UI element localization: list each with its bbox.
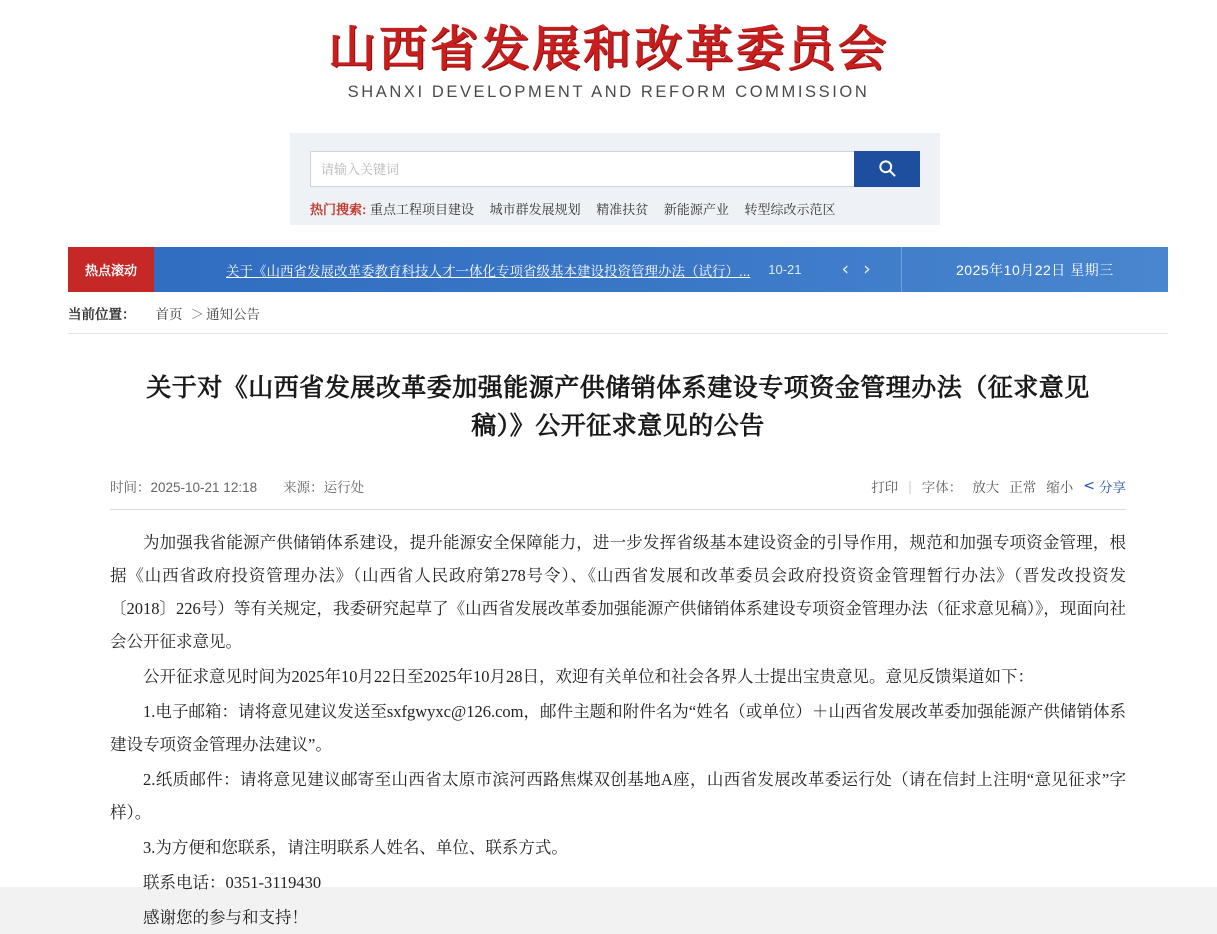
ticker-arrows <box>842 260 871 279</box>
article-meta-left <box>110 476 364 496</box>
font-size-smaller-button[interactable]: 缩小 <box>1046 480 1074 495</box>
hot-search-label: 热门搜索: <box>310 202 367 217</box>
search-button[interactable] <box>854 151 920 187</box>
article-source: 来源：运行处 <box>283 480 365 495</box>
print-button[interactable]: 打印 <box>871 480 899 495</box>
article-time: 时间：2025-10-21 12:18 <box>110 480 258 495</box>
article-closing: 感谢您的参与和支持！ <box>143 908 308 927</box>
article-paragraph-4: 2.纸质邮件：请将意见建议邮寄至山西省太原市滨河西路焦煤双创基地A座，山西省发展改革委运行处（请在信封上注明“意见征求”字样）。 <box>110 770 1126 822</box>
site-logo-english: SHANXI DEVELOPMENT AND REFORM COMMISSION <box>347 83 870 102</box>
chevron-left-icon[interactable]: ‹ <box>841 258 850 280</box>
meta-divider: | <box>908 478 912 494</box>
ticker-tag: 热点滚动 <box>68 247 154 292</box>
hot-search-item-2[interactable]: 城市群发展规划 <box>489 202 581 217</box>
breadcrumb-separator: ＞ <box>190 306 204 322</box>
breadcrumb-label: 当前位置： <box>68 306 136 322</box>
article-body <box>110 526 1126 934</box>
site-header <box>0 0 1217 122</box>
breadcrumb-home-link[interactable]: 首页 <box>155 306 183 322</box>
search-input[interactable] <box>310 151 854 187</box>
font-size-normal-button[interactable]: 正常 <box>1009 480 1037 495</box>
article-paragraph-1: 为加强我省能源产供储销体系建设，提升能源安全保障能力，进一步发挥省级基本建设资金的引导作用，规范和加强专项资金管理，根据《山西省政府投资管理办法》（山西省人民政府第278号令）、《山西省发展和改革委员会政府投资资金管理暂行办法》（晋发改投资发〔2018〕226号）等有关规定，我委研究起草了《山西省发展改革委加强能源产供储销体系建设专项资金管理办法（征求意见稿）》，现面向社会公开征求意见。 <box>110 533 1126 651</box>
search-row <box>310 151 920 187</box>
article-paragraph-5: 3.为方便和您联系，请注明联系人姓名、单位、联系方式。 <box>143 838 568 857</box>
hot-news-ticker <box>68 247 1168 292</box>
ticker-headline-link[interactable]: 关于《山西省发展改革委教育科技人才一体化专项省级基本建设投资管理办法（试行）... <box>226 263 751 279</box>
font-size-larger-button[interactable]: 放大 <box>972 480 1000 495</box>
share-label: 分享 <box>1099 480 1126 495</box>
share-button[interactable] <box>1083 476 1126 496</box>
font-size-label: 字体： <box>921 480 963 495</box>
ticker-date: 10-21 <box>768 262 802 277</box>
page-title: 关于对《山西省发展改革委加强能源产供储销体系建设专项资金管理办法（征求意见稿）》公开征求意见的公告 <box>146 375 1090 440</box>
meta-rule <box>110 509 1126 510</box>
hot-search-item-3[interactable]: 精准扶贫 <box>596 202 649 217</box>
chevron-right-icon[interactable]: › <box>863 258 871 280</box>
breadcrumb-current: 通知公告 <box>206 306 260 322</box>
share-icon: < <box>1083 478 1095 494</box>
article-contact-phone: 联系电话：0351-3119430 <box>143 873 322 892</box>
search-icon <box>877 158 897 181</box>
article-meta-right <box>871 476 1126 496</box>
article-paragraph-2: 公开征求意见时间为2025年10月22日至2025年10月28日，欢迎有关单位和社会各界人士提出宝贵意见。意见反馈渠道如下： <box>143 667 1034 686</box>
site-logo-chinese: 山西省发展和改革委员会 <box>327 23 889 76</box>
hot-search-item-4[interactable]: 新能源产业 <box>663 202 729 217</box>
article-container <box>68 334 1168 927</box>
article-meta <box>110 471 1126 501</box>
hot-search-item-5[interactable]: 转型综改示范区 <box>744 202 836 217</box>
search-band <box>290 133 940 225</box>
breadcrumb <box>68 292 1168 334</box>
article-paragraph-3: 1.电子邮箱：请将意见建议发送至sxfgwyxc@126.com，邮件主题和附件名为“姓名（或单位）＋山西省发展改革委加强能源产供储销体系建设专项资金管理办法建议”。 <box>110 702 1126 754</box>
hot-search-row <box>310 199 920 218</box>
ticker-today-date: 2025年10月22日 星期三 <box>956 261 1114 278</box>
hot-search-item-1[interactable]: 重点工程项目建设 <box>369 202 474 217</box>
